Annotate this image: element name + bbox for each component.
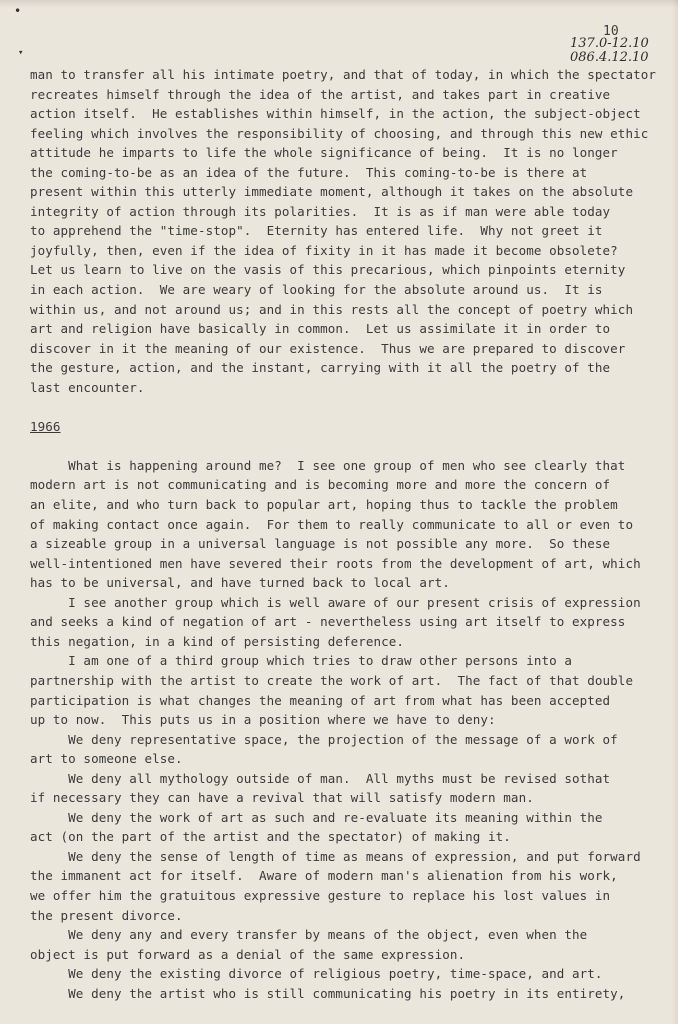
section-heading-1966: 1966: [30, 418, 61, 434]
text-line: to apprehend the "time-stop". Eternity has entered life. Why not greet it: [30, 223, 603, 239]
text-line: object is put forward as a denial of the same expression.: [30, 946, 466, 962]
text-line: feeling which involves the responsibility of choosing, and through this new ethic: [30, 125, 649, 141]
text-line: this negation, in a kind of persisting deference.: [30, 633, 405, 649]
text-line: recreates himself through the idea of the artist, and takes part in creative: [30, 86, 611, 102]
text-line: if necessary they can have a revival that will satisfy modern man.: [30, 790, 534, 806]
text-line: participation is what changes the meaning of art from what has been accepted: [30, 692, 611, 708]
margin-mark: ▾: [18, 48, 24, 58]
opening-paragraph: [30, 65, 670, 397]
text-line: We deny the sense of length of time as means of expression, and put forward: [30, 848, 641, 864]
text-line: modern art is not communicating and is becoming more and more the concern of: [30, 477, 611, 493]
text-line: joyfully, then, even if the idea of fixity in it has made it become obsolete?: [30, 242, 618, 258]
text-line: integrity of action through its polarities. It is as if man were able today: [30, 203, 611, 219]
text-line: up to now. This puts us in a position where we have to deny:: [30, 712, 496, 728]
text-line: We deny any and every transfer by means of the object, even when the: [30, 927, 588, 943]
body-text: [30, 65, 670, 1003]
section-body: [30, 456, 670, 1003]
page-edge-shadow: [672, 0, 678, 1024]
page-number: 10: [603, 24, 619, 39]
text-line: partnership with the artist to create the work of art. The fact of that double: [30, 672, 634, 688]
text-line: Let us learn to live on the vasis of this precarious, which pinpoints eternity: [30, 262, 626, 278]
text-line: present within this utterly immediate moment, although it takes on the absolute: [30, 184, 634, 200]
text-line: the present divorce.: [30, 907, 183, 923]
paragraph-gap: [30, 436, 670, 456]
text-line: we offer him the gratuitous expressive gesture to replace his lost values in: [30, 887, 611, 903]
text-line: action itself. He establishes within himself, in the action, the subject-object: [30, 106, 641, 122]
text-line: discover in it the meaning of our existence. Thus we are prepared to discover: [30, 340, 626, 356]
text-line: an elite, and who turn back to popular art, hoping thus to tackle the problem: [30, 497, 618, 513]
text-line: What is happening around me? I see one group of men who see clearly that: [30, 457, 626, 473]
text-line: well-intentioned men have severed their roots from the development of art, which: [30, 555, 641, 571]
text-line: We deny the existing divorce of religious poetry, time-space, and art.: [30, 966, 603, 982]
text-line: I see another group which is well aware of our present crisis of expression: [30, 594, 641, 610]
text-line: We deny all mythology outside of man. All myths must be revised sothat: [30, 770, 611, 786]
text-line: art to someone else.: [30, 751, 183, 767]
archive-code: 086.4.12.10: [570, 50, 649, 65]
text-line: attitude he imparts to life the whole significance of being. It is no longer: [30, 145, 618, 161]
text-line: a sizeable group in a universal language is not possible any more. So these: [30, 536, 611, 552]
paragraph-gap: [30, 397, 670, 417]
text-line: man to transfer all his intimate poetry, and that of today, in which the spectator: [30, 67, 656, 82]
text-line: of making contact once again. For them to really communicate to all or even to: [30, 516, 634, 532]
text-line: and seeks a kind of negation of art - nevertheless using art itself to express: [30, 614, 626, 630]
margin-mark: •: [14, 4, 22, 18]
text-line: within us, and not around us; and in this rests all the concept of poetry which: [30, 301, 634, 317]
text-line: art and religion have basically in common. Let us assimilate it in order to: [30, 321, 611, 337]
text-line: We deny the work of art as such and re-evaluate its meaning within the: [30, 809, 603, 825]
text-line: the immanent act for itself. Aware of modern man's alienation from his work,: [30, 868, 618, 884]
text-line: last encounter.: [30, 379, 145, 395]
text-line: We deny representative space, the projection of the message of a work of: [30, 731, 618, 747]
text-line: the gesture, action, and the instant, carrying with it all the poetry of the: [30, 360, 611, 376]
text-line: has to be universal, and have turned back to local art.: [30, 575, 450, 591]
archive-code: 137.0-12.10: [570, 36, 649, 51]
text-line: I am one of a third group which tries to draw other persons into a: [30, 653, 573, 669]
text-line: in each action. We are weary of looking for the absolute around us. It is: [30, 282, 603, 298]
page-top-edge: [0, 0, 678, 8]
text-line: We deny the artist who is still communicating his poetry in its entirety,: [30, 985, 626, 1001]
text-line: act (on the part of the artist and the spectator) of making it.: [30, 829, 511, 845]
text-line: the coming-to-be as an idea of the future. This coming-to-be is there at: [30, 164, 588, 180]
